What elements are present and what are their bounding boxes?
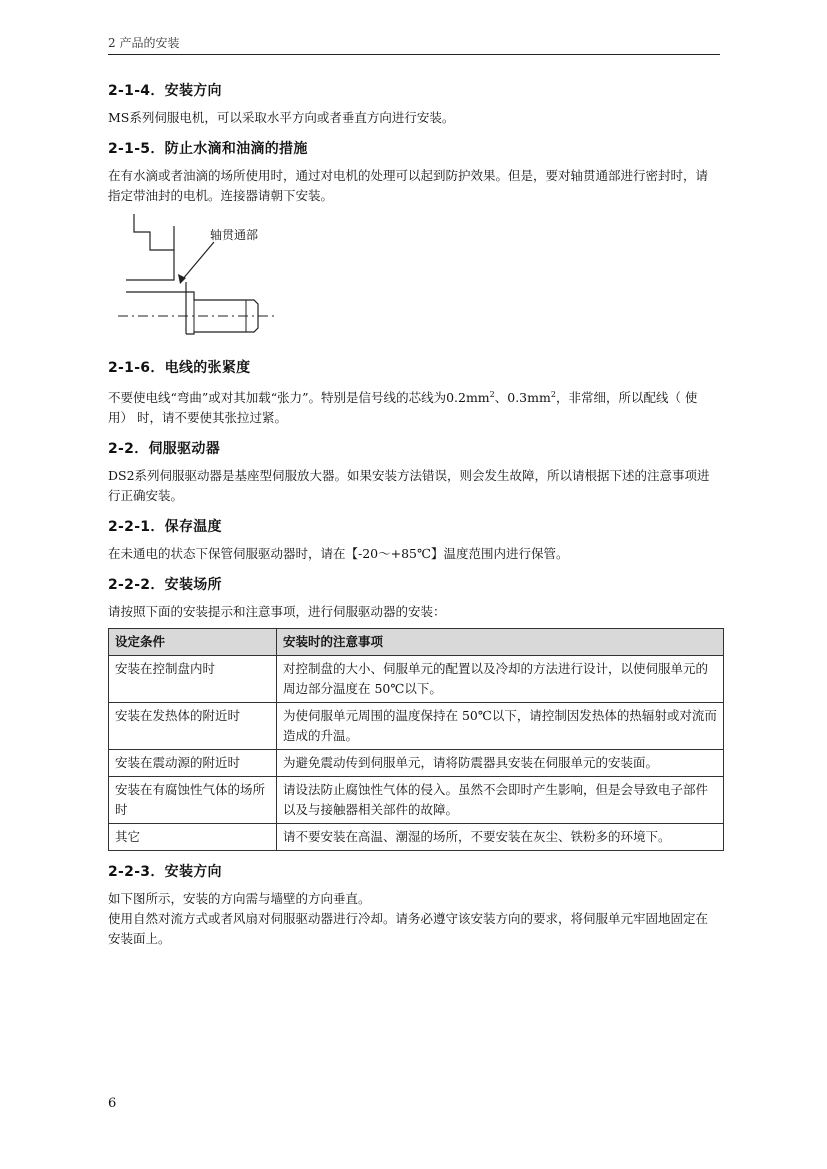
table-cell-notes: 对控制盘的大小、伺服单元的配置以及冷却的方法进行设计，以使伺服单元的周边部分温度在 50℃以下。 xyxy=(277,656,724,703)
para-2-2-2: 请按照下面的安装提示和注意事项，进行伺服驱动器的安装： xyxy=(108,604,446,620)
running-header xyxy=(108,34,720,55)
heading-2-2-3: 2-2-3．安装方向 xyxy=(108,864,222,881)
table-cell-condition: 安装在控制盘内时 xyxy=(109,656,277,703)
heading-2-2-1: 2-2-1．保存温度 xyxy=(108,519,222,536)
table-row xyxy=(109,777,724,824)
para-2-1-6-a: 不要使电线“弯曲”或对其加载“张力”。特别是信号线的芯线为0.2mm xyxy=(108,390,490,406)
table-row xyxy=(109,824,724,851)
table-cell-notes: 请设法防止腐蚀性气体的侵入。虽然不会即时产生影响，但是会导致电子部件以及与接触器相关部件的故障。 xyxy=(277,777,724,824)
table-cell-condition: 安装在有腐蚀性气体的场所时 xyxy=(109,777,277,824)
page-content xyxy=(108,70,720,955)
table-cell-condition: 其它 xyxy=(109,824,277,851)
installation-table xyxy=(108,628,724,851)
heading-2-1-6: 2-1-6．电线的张紧度 xyxy=(108,360,251,376)
table-cell-notes: 请不要安装在高温、潮湿的场所，不要安装在灰尘、铁粉多的环境下。 xyxy=(277,824,724,851)
table-header-row xyxy=(109,629,724,656)
superscript-1: 2 xyxy=(489,390,495,399)
heading-2-1-4: 2-1-4．安装方向 xyxy=(108,83,222,99)
table-row xyxy=(109,656,724,703)
table-header-notes: 安装时的注意事项 xyxy=(277,629,724,656)
table-cell-condition: 安装在震动源的附近时 xyxy=(109,750,277,777)
heading-2-2: 2-2．伺服驱动器 xyxy=(108,441,220,458)
heading-2-2-2: 2-2-2．安装场所 xyxy=(108,577,222,594)
shaft-seal-figure xyxy=(114,212,284,347)
para-2-2-1: 在未通电的状态下保管伺服驱动器时，请在【-20～+85℃】温度范围内进行保管。 xyxy=(108,546,569,562)
header-title: 2 产品的安装 xyxy=(108,36,180,50)
para-2-1-4: MS系列伺服电机，可以采取水平方向或者垂直方向进行安装。 xyxy=(108,110,455,125)
table-row xyxy=(109,750,724,777)
para-2-1-6-b: 、0.3mm xyxy=(494,390,551,406)
table-cell-notes: 为避免震动传到伺服单元，请将防震器具安装在伺服单元的安装面。 xyxy=(277,750,724,777)
heading-2-1-5: 2-1-5．防止水滴和油滴的措施 xyxy=(108,141,308,157)
para-2-2: DS2系列伺服驱动器是基座型伺服放大器。如果安装方法错误，则会发生故障，所以请根据下述的注意事项进行正确安装。 xyxy=(108,468,710,504)
para-2-1-5: 在有水滴或者油滴的场所使用时，通过对电机的处理可以起到防护效果。但是，要对轴贯通部进行密封时，请指定带油封的电机。连接器请朝下安装。 xyxy=(108,168,709,203)
para-2-1-6-c: ，非常细，所以配线（ 使用） 时，请不要使其张拉过紧。 xyxy=(108,390,698,426)
shaft-diagram xyxy=(114,212,284,347)
table-cell-notes: 为使伺服单元周围的温度保持在 50℃以下，请控制因发热体的热辐射或对流而造成的升温。 xyxy=(277,703,724,750)
page-number: 6 xyxy=(108,1096,117,1111)
table-row xyxy=(109,703,724,750)
para-2-2-3-b: 使用自然对流方式或者风扇对伺服驱动器进行冷却。请务必遵守该安装方向的要求，将伺服单元牢固地固定在安装面上。 xyxy=(108,911,709,947)
superscript-2: 2 xyxy=(550,390,556,399)
table-cell-condition: 安装在发热体的附近时 xyxy=(109,703,277,750)
para-2-1-6 xyxy=(108,385,720,428)
table-header-condition: 设定条件 xyxy=(109,629,277,656)
para-2-2-3-a: 如下图所示，安装的方向需与墙壁的方向垂直。 xyxy=(108,891,371,907)
figure-label-shaft: 轴贯通部 xyxy=(210,228,259,242)
